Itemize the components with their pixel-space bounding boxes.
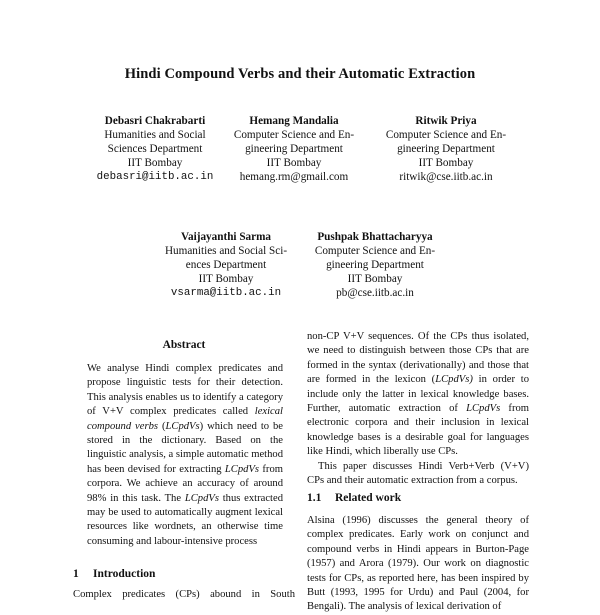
author-email: debasri@iitb.ac.in (96, 171, 214, 183)
author-block-1 (80, 114, 230, 184)
author-block-4 (151, 230, 301, 300)
section-title: Introduction (93, 568, 156, 580)
paragraph-text: from electronic corpora and their inclusion in lexical knowledge bases is a desirable goal for languages like Hindi, which liberally use CPs. (307, 403, 530, 458)
abstract-heading: Abstract (162, 339, 206, 351)
author-affiliation: ences Department (185, 259, 267, 271)
abstract-text: thus extracted may be used to automatically augment lexical resources like wordnets, an otherwise time consuming and labour-intensive process (87, 492, 283, 547)
paragraph-text: non-CP V+V sequences. Of the CPs thus isolated, we need to distinguish between those CPs that are formed in the syntax (derivationally) and those that are formed in the lexicon ( (307, 331, 529, 386)
author-name: Pushpak Bhattacharyya (317, 231, 433, 243)
intro-text: Complex predicates (CPs) abound in South (73, 589, 295, 600)
abstract-term: lexical compound verbs (87, 406, 283, 432)
author-affiliation: gineering Department (245, 143, 343, 155)
paragraph: This paper discusses Hindi Verb+Verb (V+V) CPs and their automatic extraction from a corpus. (307, 460, 529, 487)
abstract-term: LCpdVs (184, 492, 219, 504)
author-email: ritwik@cse.iitb.ac.in (399, 171, 493, 183)
author-affiliation: gineering Department (397, 143, 495, 155)
abstract-text: ( (158, 420, 166, 432)
author-block-2 (219, 114, 369, 184)
author-block-3 (371, 114, 521, 184)
section-title: Related work (335, 492, 402, 504)
abstract-body (87, 362, 283, 549)
author-name: Hemang Mandalia (249, 115, 339, 127)
abstract-term: LCpdVs (224, 463, 260, 475)
author-affiliation: IIT Bombay (198, 273, 254, 285)
abstract-paragraph (87, 362, 283, 549)
paragraph-text: in order to include only the latter in lexical knowledge bases. Further, automatic extraction of (307, 374, 529, 415)
author-affiliation: IIT Bombay (127, 157, 183, 169)
section-number: 1.1 (307, 492, 322, 504)
author-affiliation: IIT Bombay (266, 157, 322, 169)
author-affiliation: Sciences Department (107, 143, 203, 155)
author-affiliation: Computer Science and En- (314, 245, 436, 257)
author-name: Vaijayanthi Sarma (180, 231, 272, 243)
paragraph-term: LCpdVs) (435, 374, 473, 386)
author-affiliation: IIT Bombay (347, 273, 403, 285)
author-affiliation: Computer Science and En- (385, 129, 507, 141)
paragraph (307, 330, 529, 460)
author-name: Debasri Chakrabarti (104, 115, 206, 127)
abstract-text: We analyse Hindi complex predicates and propose linguistic tests for their detection. This analysis enables us to identify a category of V+V complex predicates called (87, 363, 283, 418)
paragraph-term: LCpdVs (466, 403, 501, 415)
author-email: pb@cse.iitb.ac.in (336, 287, 414, 299)
author-name: Ritwik Priya (415, 115, 477, 127)
author-affiliation: IIT Bombay (418, 157, 474, 169)
section-number: 1 (73, 568, 79, 580)
intro-body (73, 588, 295, 602)
paragraph: Alsina (1996) discusses the general theory of complex predicates. Early work on conjunct and compound verbs in Hindi appears in Burton-Page (1957) and Arora (1979). Our work on diagnostic tests for CPs, as reported here, has been inspired by Butt (1993, 1995 for Urdu) and Paul (2004, for Bengali). The analysis of lexical derivation of (307, 515, 529, 613)
section-heading-related-work (307, 492, 401, 504)
paper-title: Hindi Compound Verbs and their Automatic Extraction (124, 66, 476, 82)
abstract-term: LCpdVs (165, 420, 200, 432)
author-affiliation: Humanities and Social (104, 129, 206, 141)
author-email: hemang.rm@gmail.com (239, 171, 349, 183)
abstract-text: from corpora. We achieve an accuracy of around 98% in this task. The (87, 463, 283, 504)
author-affiliation: Computer Science and En- (233, 129, 355, 141)
author-block-5 (300, 230, 450, 300)
author-affiliation: Humanities and Social Sci- (164, 245, 288, 257)
abstract-text: ) which need to be stored in the dictionary. Based on the linguistic analysis, a simple automatic method has been devised for extracting (87, 420, 284, 475)
author-email: vsarma@iitb.ac.in (170, 287, 282, 299)
section-heading-introduction (73, 568, 155, 580)
right-column-body (307, 330, 529, 488)
author-affiliation: gineering Department (326, 259, 424, 271)
